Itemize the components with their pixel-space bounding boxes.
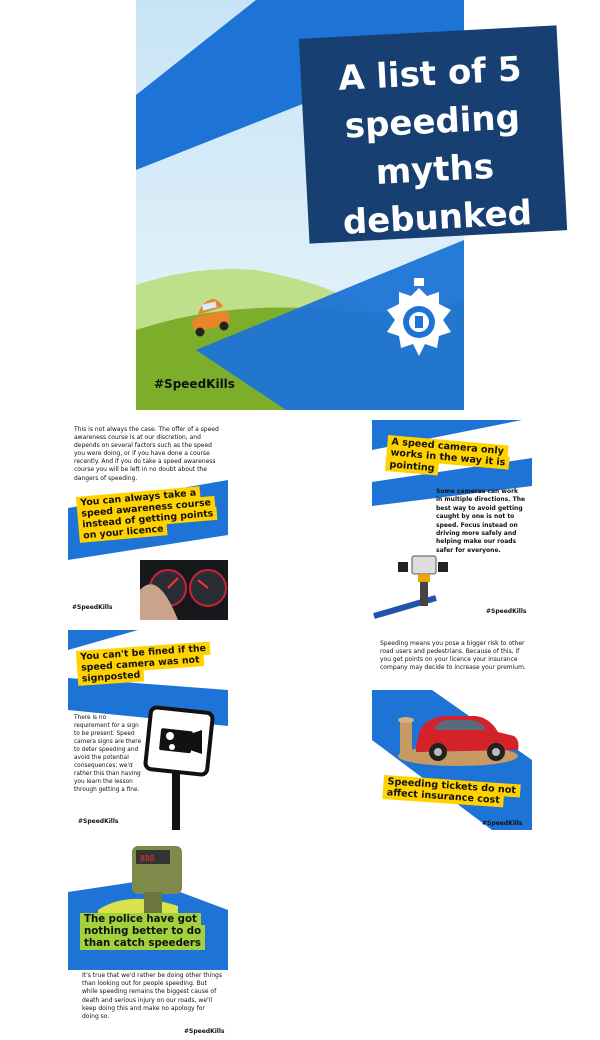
hero-title-line: debunked (341, 192, 533, 243)
myth-card-speed-awareness (68, 420, 228, 620)
card-hashtag: #SpeedKills (78, 818, 119, 825)
card-body: Speeding means you pose a bigger risk to other road users and pedestrians. Because of this, if you get points on your licence your insurance company may decide to increase your premium. (380, 640, 526, 672)
myth-card-camera-direction (372, 420, 532, 620)
card-hashtag: #SpeedKills (184, 1028, 225, 1035)
speedometer-image (140, 560, 228, 620)
myth-text: You can always take a speed awareness course instead of getting points on your licence (76, 486, 218, 543)
card-body: It's true that we'd rather be doing other things than looking out for people speeding. But while speeding remains the biggest cause of death and serious injury on our roads, we'll keep doing this and make no apology for doing so. (82, 972, 222, 1021)
myth-card-catch-speeders (68, 840, 228, 1040)
hero-title-box (299, 25, 567, 243)
svg-text:888: 888 (140, 854, 155, 863)
card-hashtag: #SpeedKills (482, 820, 523, 827)
hero-hashtag: #SpeedKills (154, 377, 235, 391)
hero-poster (136, 0, 533, 410)
hero-title-line: speeding (343, 97, 521, 147)
speed-camera-image (372, 556, 448, 620)
hero-title (300, 43, 568, 248)
myth-text: Speeding tickets do not affect insurance cost (382, 775, 520, 808)
myth-card-insurance (372, 630, 532, 830)
myth-text: The police have got nothing better to do than catch speeders (80, 913, 205, 950)
myth-banner (80, 914, 218, 950)
hero-title-line: A list of 5 (337, 49, 523, 99)
card-body: There is no requirement for a sign to be present. Speed camera signs are there to deter speeding and avoid the potential consequences; we'd rather this than having you learn the lesson through getting a fine. (74, 715, 142, 793)
speed-gun-image (98, 846, 182, 920)
card-body: Some cameras can work in multiple directions. The best way to avoid getting caught by one is not to speed. Focus instead on driving more safely and helping make our roads safer for everyone. (436, 488, 526, 554)
hero-title-line: myths (374, 146, 495, 194)
myth-text: You can't be fined if the speed camera was not signposted (76, 642, 210, 686)
card-hashtag: #SpeedKills (486, 608, 527, 615)
myth-card-not-signposted (68, 630, 228, 830)
myth-text: A speed camera only works in the way it is pointing (385, 435, 510, 475)
card-hashtag: #SpeedKills (72, 604, 113, 611)
card-body: This is not always the case. The offer of a speed awareness course is at our discretion, and depends on several factors such as the speed you were doing, or if you have done a course recently. And if you do take a speed awareness course you will be left in no doubt about the dangers of speeding. (74, 426, 219, 482)
camera-sign-image (145, 707, 213, 830)
